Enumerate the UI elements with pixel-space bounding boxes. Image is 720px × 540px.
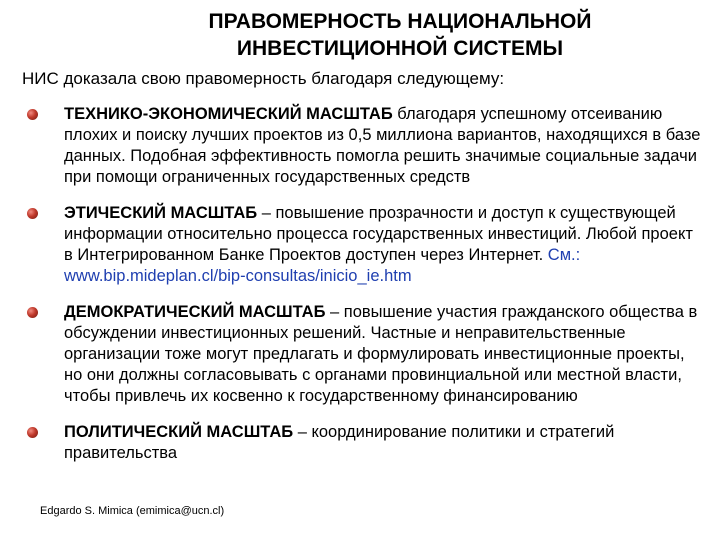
intro-text: НИС доказала свою правомерность благодаря следующему: xyxy=(22,69,505,88)
bullet-item-ethical xyxy=(0,203,720,287)
bullet-item-political xyxy=(0,422,720,464)
bullet-icon xyxy=(27,208,38,219)
bullet-text: – координирование политики и стратегий правительства xyxy=(64,423,615,462)
bullet-icon xyxy=(27,307,38,318)
bullet-heading: ТЕХНИКО-ЭКОНОМИЧЕСКИЙ МАСШТАБ xyxy=(64,105,393,123)
bullet-heading: ЭТИЧЕСКИЙ МАСШТАБ xyxy=(64,204,258,222)
bullet-text: – повышение участия гражданского общества в обсуждении инвестиционных решений. Частные и неправительственные организации тоже могут предлагать и формулировать инвестиционные проекты, но они должны согласовывать с органами провинциальной или местной власти, чтобы привлечь их косвенно к государственному финансированию xyxy=(64,303,698,405)
bullet-list xyxy=(0,104,720,479)
bullet-item-technical xyxy=(0,104,720,188)
bullet-heading: ПОЛИТИЧЕСКИЙ МАСШТАБ xyxy=(64,423,294,441)
bullet-icon xyxy=(27,427,38,438)
author-footer: Edgardo S. Mimica (emimica@ucn.cl) xyxy=(40,505,225,517)
bullet-item-democratic xyxy=(0,302,720,407)
bullet-text: благодаря успешному отсеиванию плохих и поиску лучших проектов из 0,5 миллиона вариантов, находящихся в базе данных. Подобная эффективность помогла решить значимые социальные задачи при помощи ограниченных государственных средств xyxy=(64,105,701,186)
title-line-2: ИНВЕСТИЦИОННОЙ СИСТЕМЫ xyxy=(236,37,564,60)
bullet-icon xyxy=(27,109,38,120)
slide-title xyxy=(140,8,660,62)
project-bank-link[interactable]: См.: www.bip.mideplan.cl/bip-consultas/inicio_ie.htm xyxy=(64,246,581,285)
bullet-text: – повышение прозрачности и доступ к существующей информации относительно процесса государственных инвестиций. Любой проект в Интегрированном Банке Проектов доступен через Интернет. xyxy=(64,204,693,264)
title-line-1: ПРАВОМЕРНОСТЬ НАЦИОНАЛЬНОЙ xyxy=(208,10,592,33)
bullet-heading: ДЕМОКРАТИЧЕСКИЙ МАСШТАБ xyxy=(64,303,326,321)
